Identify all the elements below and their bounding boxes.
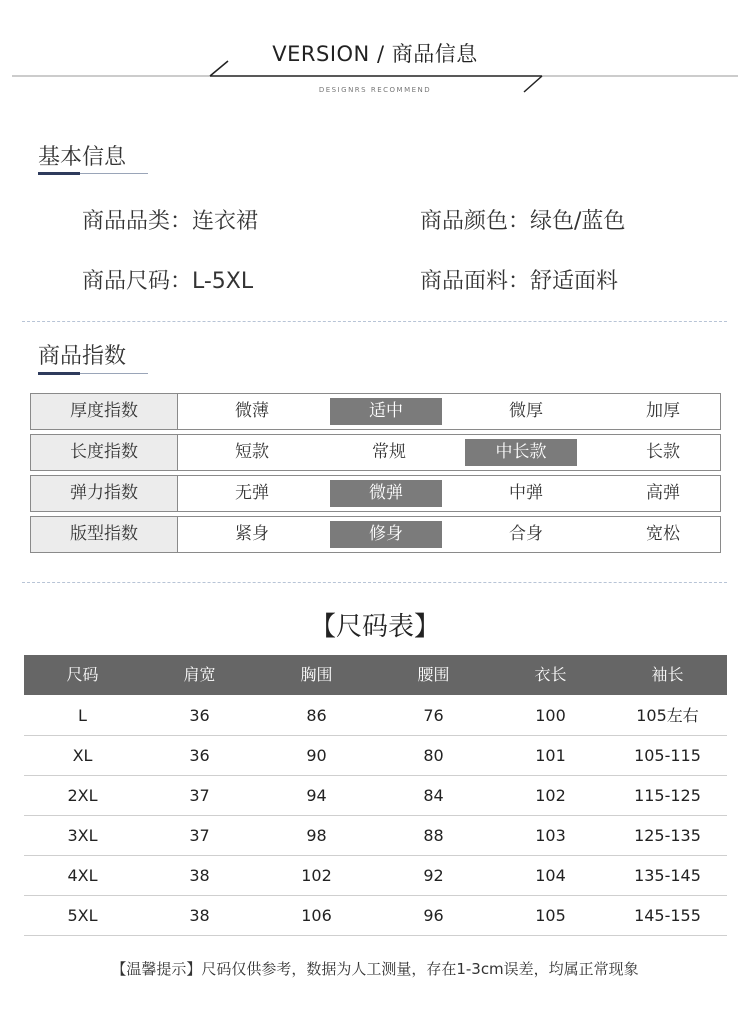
index-row-thickness — [30, 393, 721, 430]
table-cell: XL — [72, 746, 93, 765]
table-cell: 38 — [189, 866, 210, 885]
table-cell: 90 — [306, 746, 327, 765]
index-label: 长度指数 — [31, 435, 178, 470]
basic-info-title: 基本信息 — [38, 145, 127, 170]
table-cell: 37 — [189, 786, 210, 805]
index-option-selected: 中长款 — [465, 439, 577, 466]
index-option: 高弹 — [646, 483, 680, 503]
table-cell: 86 — [306, 706, 327, 725]
index-option: 微厚 — [509, 401, 543, 421]
column-header: 胸围 — [300, 665, 333, 684]
table-cell: 4XL — [67, 866, 98, 885]
table-cell: 135-145 — [634, 866, 701, 885]
table-cell: 2XL — [67, 786, 98, 805]
column-header: 尺码 — [66, 665, 99, 684]
size-table-header — [24, 655, 727, 695]
table-cell: 84 — [423, 786, 444, 805]
index-underline — [38, 373, 148, 374]
index-option: 微薄 — [235, 401, 269, 421]
table-cell: 106 — [301, 906, 332, 925]
table-row — [24, 856, 727, 896]
table-row — [24, 816, 727, 856]
divider — [22, 582, 727, 583]
info-fabric: 商品面料：舒适面料 — [420, 269, 619, 294]
table-cell: 98 — [306, 826, 327, 845]
index-label: 厚度指数 — [31, 394, 178, 429]
index-option: 无弹 — [235, 483, 269, 503]
index-option: 紧身 — [235, 524, 269, 544]
table-cell: 88 — [423, 826, 444, 845]
table-cell: 100 — [535, 706, 566, 725]
index-row-fit — [30, 516, 721, 553]
table-cell: 76 — [423, 706, 444, 725]
table-cell: 37 — [189, 826, 210, 845]
index-option: 合身 — [509, 524, 543, 544]
index-option: 常规 — [372, 442, 406, 462]
column-header: 袖长 — [651, 665, 684, 684]
column-header: 腰围 — [417, 665, 450, 684]
index-option: 中弹 — [509, 483, 543, 503]
table-cell: 36 — [189, 706, 210, 725]
index-label: 版型指数 — [31, 517, 178, 552]
index-option-selected: 修身 — [330, 521, 442, 548]
basic-info-underline — [38, 173, 148, 174]
index-option: 长款 — [646, 442, 680, 462]
index-row-elasticity — [30, 475, 721, 512]
index-option: 加厚 — [646, 401, 680, 421]
table-cell: 125-135 — [634, 826, 701, 845]
info-category: 商品品类：连衣裙 — [82, 209, 259, 234]
notice-text: 【温馨提示】尺码仅供参考，数据为人工测量，存在1-3cm误差，均属正常现象 — [111, 960, 639, 978]
table-cell: 115-125 — [634, 786, 701, 805]
table-cell: 36 — [189, 746, 210, 765]
index-title: 商品指数 — [38, 344, 127, 369]
info-color: 商品颜色：绿色/蓝色 — [420, 209, 626, 234]
table-cell: 105-115 — [634, 746, 701, 765]
divider — [22, 321, 727, 322]
header-subtitle: DESIGNRS RECOMMEND — [318, 86, 432, 94]
table-cell: 5XL — [67, 906, 98, 925]
table-cell: 96 — [423, 906, 444, 925]
table-row — [24, 696, 727, 736]
table-cell: 145-155 — [634, 906, 701, 925]
table-cell: 80 — [423, 746, 444, 765]
table-cell: 38 — [189, 906, 210, 925]
index-option-selected: 适中 — [330, 398, 442, 425]
table-cell: 103 — [535, 826, 566, 845]
table-cell: 105 — [535, 906, 566, 925]
table-row — [24, 896, 727, 936]
index-option: 短款 — [235, 442, 269, 462]
index-row-length — [30, 434, 721, 471]
column-header: 衣长 — [534, 665, 567, 684]
index-option: 宽松 — [646, 524, 680, 544]
table-row — [24, 736, 727, 776]
column-header: 肩宽 — [183, 665, 216, 684]
table-cell: 104 — [535, 866, 566, 885]
info-size: 商品尺码：L-5XL — [82, 269, 254, 294]
table-cell: 105左右 — [636, 706, 699, 725]
table-cell: 3XL — [67, 826, 98, 845]
table-cell: 102 — [535, 786, 566, 805]
index-option-selected: 微弹 — [330, 480, 442, 507]
header-banner — [0, 0, 750, 100]
table-cell: 94 — [306, 786, 327, 805]
table-cell: 102 — [301, 866, 332, 885]
table-cell: 101 — [535, 746, 566, 765]
table-cell: L — [78, 706, 87, 725]
table-cell: 92 — [423, 866, 444, 885]
index-label: 弹力指数 — [31, 476, 178, 511]
table-row — [24, 776, 727, 816]
size-table-title: 【尺码表】 — [309, 612, 440, 642]
header-title: VERSION / 商品信息 — [272, 42, 478, 66]
